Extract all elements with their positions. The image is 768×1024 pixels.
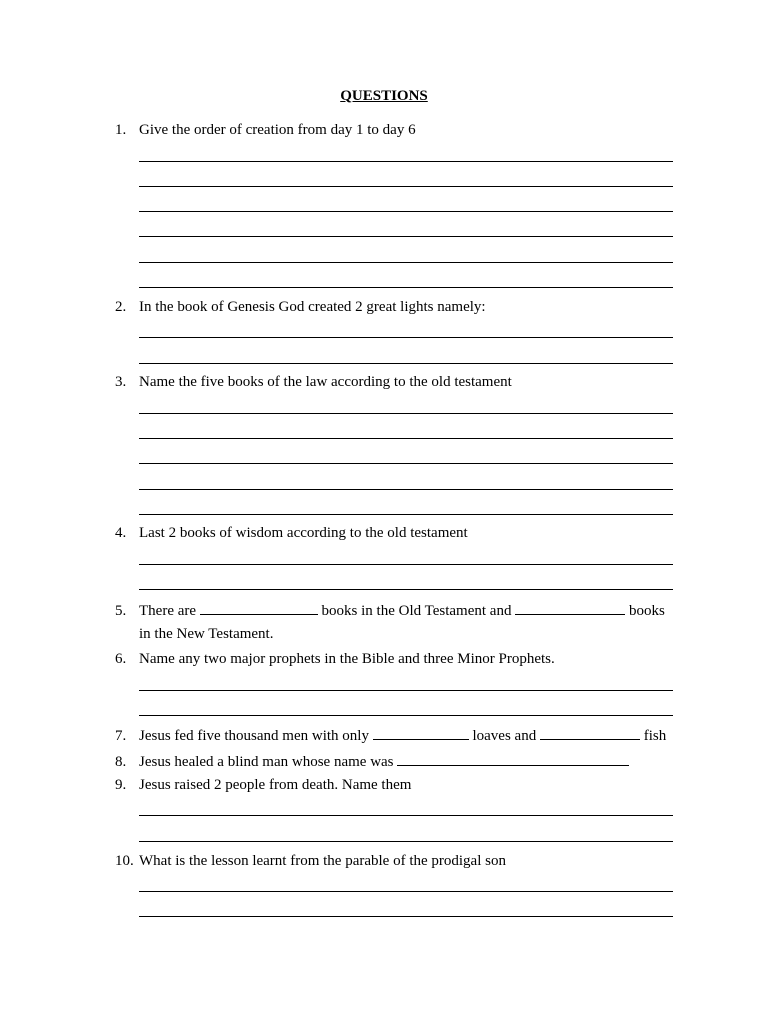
question-number: 9. (115, 777, 127, 793)
fill-in-blank[interactable] (397, 752, 629, 766)
question-10 (115, 853, 506, 870)
answer-line[interactable] (139, 463, 673, 464)
answer-line[interactable] (139, 337, 673, 338)
answer-line[interactable] (139, 564, 673, 565)
question-text: fish (639, 728, 667, 744)
question-5-continuation: in the New Testament. (139, 626, 274, 642)
question-text: There are (139, 603, 200, 619)
question-1 (115, 122, 416, 139)
answer-line[interactable] (139, 363, 673, 364)
question-text: Name any two major prophets in the Bible and three Minor Prophets. (139, 651, 555, 667)
fill-in-blank[interactable] (540, 726, 640, 740)
question-6 (115, 651, 555, 668)
question-8 (115, 752, 629, 771)
question-number: 6. (115, 651, 127, 667)
question-9 (115, 777, 411, 794)
question-text: Jesus raised 2 people from death. Name them (139, 777, 412, 793)
question-3 (115, 374, 512, 391)
answer-line[interactable] (139, 236, 673, 237)
question-7 (115, 726, 666, 745)
answer-line[interactable] (139, 690, 673, 691)
question-text: Jesus healed a blind man whose name was (139, 754, 398, 770)
fill-in-blank[interactable] (200, 601, 318, 615)
question-number: 7. (115, 728, 127, 744)
question-number: 2. (115, 299, 127, 315)
question-text: Name the five books of the law according to the old testament (139, 374, 512, 390)
answer-line[interactable] (139, 186, 673, 187)
question-number: 3. (115, 374, 127, 390)
answer-line[interactable] (139, 262, 673, 263)
answer-line[interactable] (139, 161, 673, 162)
answer-line[interactable] (139, 489, 673, 490)
fill-in-blank[interactable] (515, 601, 625, 615)
question-number: 4. (115, 525, 127, 541)
question-2 (115, 299, 486, 316)
page-title: QUESTIONS (340, 88, 428, 104)
fill-in-blank[interactable] (373, 726, 469, 740)
question-4 (115, 525, 468, 542)
question-number: 5. (115, 603, 127, 619)
answer-line[interactable] (139, 891, 673, 892)
question-number: 1. (115, 122, 127, 138)
question-5 (115, 601, 665, 620)
question-text: Give the order of creation from day 1 to day 6 (139, 122, 416, 138)
question-number: 10. (115, 853, 134, 869)
question-text: In the book of Genesis God created 2 great lights namely: (139, 299, 486, 315)
question-text: books (625, 603, 665, 619)
answer-line[interactable] (139, 438, 673, 439)
answer-line[interactable] (139, 916, 673, 917)
answer-line[interactable] (139, 413, 673, 414)
question-text: Jesus fed five thousand men with only (139, 728, 373, 744)
question-text: What is the lesson learnt from the parable of the prodigal son (139, 853, 506, 869)
answer-line[interactable] (139, 589, 673, 590)
question-text: loaves and (468, 728, 540, 744)
answer-line[interactable] (139, 841, 673, 842)
answer-line[interactable] (139, 514, 673, 515)
question-number: 8. (115, 754, 127, 770)
answer-line[interactable] (139, 211, 673, 212)
question-text: Last 2 books of wisdom according to the old testament (139, 525, 468, 541)
answer-line[interactable] (139, 287, 673, 288)
question-text: books in the Old Testament and (317, 603, 516, 619)
answer-line[interactable] (139, 715, 673, 716)
answer-line[interactable] (139, 815, 673, 816)
